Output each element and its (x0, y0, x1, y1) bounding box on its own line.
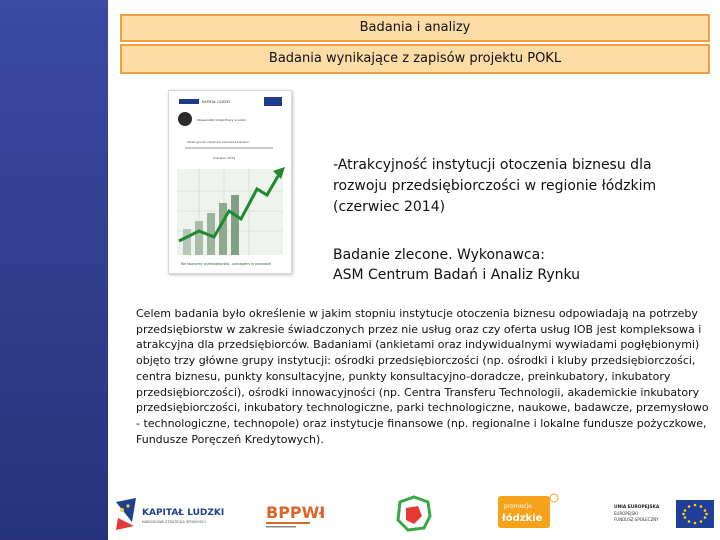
lodzkie-region-logo (394, 494, 434, 534)
cover-artwork (169, 91, 291, 273)
subsection-header-label: Badania wynikające z zapisów projektu POKL (268, 51, 562, 66)
eu-line-1: UNIA EUROPEJSKA (614, 505, 660, 510)
cover-line4: Czerwiec 2014 (213, 156, 236, 160)
lodzkie-label: łódzkie (502, 513, 543, 524)
bppwl-label: BPPWŁ (266, 503, 324, 522)
promocja-label: promocje (504, 503, 532, 510)
report-commission (333, 245, 693, 285)
cover-line2: Wojewódzki Urząd Pracy w Łodzi (197, 118, 246, 122)
eu-line-2: EUROPEJSKI (614, 511, 638, 516)
kapital-ludzki-sub: NARODOWA STRATEGIA SPÓJNOŚCI (142, 520, 206, 524)
report-title: -Atrakcyjność instytucji otoczenia biznesu dla rozwoju przedsiębiorczości w regionie łódzkim (czerwiec 2014) (333, 157, 657, 215)
report-cover-image (168, 90, 292, 274)
section-header-label: Badania i analizy (359, 20, 471, 35)
eu-logo (612, 496, 718, 534)
subsection-header (120, 44, 710, 74)
section-header (120, 14, 710, 42)
footer-logos (108, 488, 720, 540)
bppwl-logo (264, 494, 324, 534)
cover-footer: Nie tworzymy przedsiębiorstw - pomagamy je prowadzić (181, 262, 272, 266)
kapital-ludzki-label: KAPITAŁ LUDZKI (142, 508, 225, 518)
cover-line3: Atrakcyjność instytucji otoczenia biznesu (187, 140, 249, 144)
eu-line-3: FUNDUSZ SPOŁECZNY (614, 517, 659, 522)
commission-line-2: ASM Centrum Badań i Analiz Rynku (333, 267, 581, 283)
commission-line-1: Badanie zlecone. Wykonawca: (333, 247, 545, 263)
report-description: Celem badania było określenie w jakim stopniu instytucje otoczenia biznesu odpowiadają na potrzeby przedsiębiorstw w zakresie świadczonych przez nie usług oraz czy oferta usług IOB jest kompleksowa i atrakcyjna dla przedsiębiorców. Badaniami (ankietami oraz indywidualnymi wywiadami pogłębionymi) objęto trzy główne grupy instytucji: ośrodki przedsiębiorczości (np. ośrodki i kluby przedsiębiorczości, centra biznesu, punkty konsultacyjne, punkty konsultacyjno-doradcze, preinkubatory, inkubatory przedsiębiorczości), ośrodki innowacyjności (np. Centra Transferu Technologii, akademickie inkubatory przedsiębiorczości, inkubatory technologiczne, parki technologiczne, naukowe, badawcze, przemysłowo - technologiczne, technopole) oraz instytucje finansowe (np. regionalne i lokalne fundusze pożyczkowe, Fundusze Poręczeń Kredytowych). (136, 307, 709, 446)
cover-line1: KAPITAŁ LUDZKI (202, 100, 230, 104)
left-decorative-bar (0, 0, 108, 540)
kapital-ludzki-logo (112, 496, 232, 534)
promocja-lodzkie-logo (496, 490, 560, 534)
